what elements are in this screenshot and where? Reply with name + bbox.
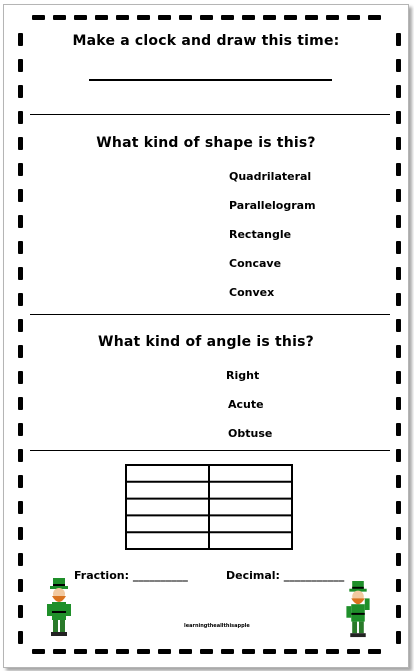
border-dash xyxy=(18,475,23,488)
worksheet-page xyxy=(3,4,409,668)
border-dash xyxy=(242,15,255,20)
border-dash xyxy=(32,15,45,20)
border-dash xyxy=(284,649,297,654)
border-dash xyxy=(347,15,360,20)
border-dash xyxy=(396,527,401,540)
border-dash xyxy=(200,649,213,654)
border-dash xyxy=(305,649,318,654)
shape-option-convex: Convex xyxy=(229,286,275,299)
border-dash xyxy=(396,397,401,410)
shape-option-concave: Concave xyxy=(229,257,282,270)
border-dash xyxy=(396,501,401,514)
border-dash xyxy=(396,579,401,592)
border-dash xyxy=(18,397,23,410)
border-dash xyxy=(263,15,276,20)
fraction-field[interactable]: Fraction: __________ xyxy=(74,569,188,582)
border-dash xyxy=(396,189,401,202)
fraction-grid xyxy=(124,463,294,551)
border-dash xyxy=(396,293,401,306)
border-dash xyxy=(18,579,23,592)
border-dash xyxy=(179,649,192,654)
border-dash xyxy=(368,15,381,20)
border-dash xyxy=(137,15,150,20)
border-dash xyxy=(116,649,129,654)
border-dash xyxy=(18,215,23,228)
border-dash xyxy=(18,267,23,280)
border-dash xyxy=(18,371,23,384)
border-dash xyxy=(18,111,23,124)
border-dash xyxy=(18,241,23,254)
border-dash xyxy=(18,501,23,514)
border-dash xyxy=(396,215,401,228)
border-dash xyxy=(95,649,108,654)
section-divider xyxy=(30,450,390,451)
border-dash xyxy=(396,449,401,462)
border-dash xyxy=(74,15,87,20)
border-dash xyxy=(18,527,23,540)
border-dash xyxy=(32,649,45,654)
border-dash xyxy=(396,241,401,254)
border-dash xyxy=(396,605,401,618)
border-dash xyxy=(18,293,23,306)
shape-option-rectangle: Rectangle xyxy=(229,228,292,241)
angle-option-obtuse: Obtuse xyxy=(228,427,273,440)
section-divider xyxy=(30,114,390,115)
border-dash xyxy=(396,85,401,98)
border-dash xyxy=(18,449,23,462)
angle-option-right: Right xyxy=(226,369,260,382)
border-dash xyxy=(396,59,401,72)
border-dash xyxy=(18,59,23,72)
border-dash xyxy=(242,649,255,654)
border-dash xyxy=(95,15,108,20)
border-dash xyxy=(396,371,401,384)
leprechaun-illustration-left xyxy=(44,578,74,638)
shape-option-parallelogram: Parallelogram xyxy=(229,199,316,212)
border-dash xyxy=(116,15,129,20)
border-dash xyxy=(18,631,23,644)
border-dash xyxy=(326,649,339,654)
border-dash xyxy=(158,15,171,20)
border-dash xyxy=(18,163,23,176)
border-dash xyxy=(18,189,23,202)
section-divider xyxy=(30,314,390,315)
border-dash xyxy=(326,15,339,20)
border-dash xyxy=(396,163,401,176)
border-dash xyxy=(74,649,87,654)
border-dash xyxy=(263,649,276,654)
leprechaun-illustration-right xyxy=(343,581,373,639)
border-dash xyxy=(53,649,66,654)
border-dash xyxy=(137,649,150,654)
border-dash xyxy=(347,649,360,654)
border-dash xyxy=(396,631,401,644)
border-dash xyxy=(305,15,318,20)
shape-prompt: What kind of shape is this? xyxy=(96,135,316,151)
border-dash xyxy=(200,15,213,20)
border-dash xyxy=(179,15,192,20)
clock-prompt: Make a clock and draw this time: xyxy=(72,33,340,49)
border-dash xyxy=(396,553,401,566)
angle-option-acute: Acute xyxy=(228,398,264,411)
border-dash xyxy=(396,267,401,280)
border-dash xyxy=(396,319,401,332)
border-dash xyxy=(18,605,23,618)
time-answer-line xyxy=(89,79,332,81)
border-dash xyxy=(284,15,297,20)
border-dash xyxy=(221,649,234,654)
border-dash xyxy=(18,553,23,566)
border-dash xyxy=(18,423,23,436)
border-dash xyxy=(53,15,66,20)
credit-text: learningtheallthisapple xyxy=(184,623,250,629)
border-dash xyxy=(396,423,401,436)
border-dash xyxy=(158,649,171,654)
decimal-field[interactable]: Decimal: ___________ xyxy=(226,569,345,582)
border-dash xyxy=(396,475,401,488)
angle-prompt: What kind of angle is this? xyxy=(98,334,314,350)
border-dash xyxy=(368,649,381,654)
border-dash xyxy=(396,111,401,124)
border-dash xyxy=(221,15,234,20)
border-dash xyxy=(18,85,23,98)
shape-option-quadrilateral: Quadrilateral xyxy=(229,170,312,183)
border-dash xyxy=(18,319,23,332)
